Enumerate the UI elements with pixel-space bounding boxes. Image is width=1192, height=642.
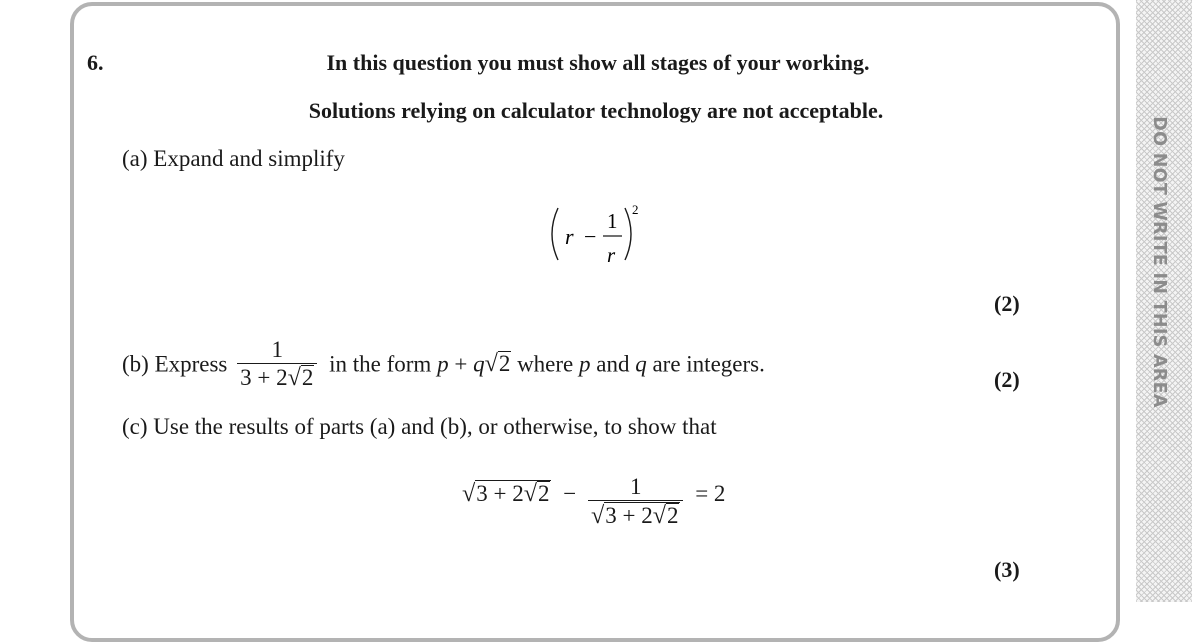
right-paren bbox=[625, 208, 631, 260]
den-radicand bbox=[604, 502, 680, 528]
form-p: p bbox=[437, 351, 449, 377]
den-inner-sqrt bbox=[653, 503, 680, 528]
part-b-line bbox=[122, 339, 765, 393]
var-p: p bbox=[579, 351, 591, 377]
form-sqrt bbox=[485, 351, 512, 376]
part-c-marks: (3) bbox=[994, 557, 1020, 582]
part-c-prompt: (c) Use the results of parts (a) and (b), or otherwise, to show that bbox=[122, 414, 717, 439]
expr-minus: − bbox=[584, 224, 597, 249]
part-b-marks: (2) bbox=[994, 367, 1020, 392]
radical-sign: √ bbox=[523, 479, 537, 507]
form-plus: + bbox=[454, 351, 468, 377]
lhs-sqrt bbox=[462, 480, 551, 506]
den-radicand: 2 bbox=[301, 365, 314, 391]
instruction-working: In this question you must show all stages of your working. bbox=[326, 50, 870, 75]
margin-warning-label: DO NOT WRITE IN THIS AREA bbox=[1149, 116, 1169, 408]
part-a-marks: (2) bbox=[994, 291, 1020, 316]
expr-frac-den: r bbox=[607, 243, 616, 267]
den-text: 3 + 2 bbox=[240, 365, 288, 390]
left-paren bbox=[552, 208, 558, 260]
part-b-mid: in the form bbox=[329, 351, 432, 377]
var-q: q bbox=[635, 351, 647, 377]
part-b-where: where bbox=[517, 351, 574, 377]
part-b-frac-den bbox=[237, 363, 317, 391]
eq-minus: − bbox=[563, 480, 577, 506]
den-text: 3 + 2 bbox=[605, 502, 653, 528]
radical-sign: √ bbox=[590, 501, 605, 529]
den-inner-radicand: 2 bbox=[666, 503, 679, 528]
form-q: q bbox=[473, 351, 485, 377]
part-c-fraction bbox=[588, 474, 683, 529]
form-radicand: 2 bbox=[498, 351, 511, 377]
lhs-inner-sqrt bbox=[524, 481, 551, 506]
expr-frac-num: 1 bbox=[607, 209, 618, 233]
radical-sign: √ bbox=[462, 479, 476, 507]
lhs-inner-radicand: 2 bbox=[537, 480, 550, 506]
den-sqrt bbox=[591, 502, 680, 528]
lhs-radicand bbox=[475, 480, 551, 506]
part-b-prefix: (b) Express bbox=[122, 351, 228, 377]
question-number: 6. bbox=[87, 50, 104, 75]
lhs-text: 3 + 2 bbox=[476, 480, 524, 506]
expr-var: r bbox=[565, 224, 574, 249]
den-sqrt bbox=[288, 365, 315, 390]
radical-sign: √ bbox=[652, 501, 666, 529]
radical-sign: √ bbox=[287, 364, 301, 391]
instruction-calculator: Solutions relying on calculator technology are not acceptable. bbox=[308, 98, 884, 123]
part-b-and: and bbox=[596, 351, 630, 377]
eq-rhs: = 2 bbox=[695, 480, 726, 506]
part-c-frac-den bbox=[588, 500, 683, 529]
part-b-frac-num: 1 bbox=[271, 337, 283, 362]
part-c-frac-num: 1 bbox=[629, 474, 642, 499]
radical-sign: √ bbox=[484, 350, 498, 378]
part-c-equation bbox=[462, 468, 726, 529]
part-b-fraction bbox=[237, 337, 317, 391]
expr-power: 2 bbox=[632, 202, 639, 217]
part-a-expression bbox=[540, 196, 650, 276]
part-a-prompt: (a) Expand and simplify bbox=[122, 146, 345, 171]
part-b-end: are integers. bbox=[652, 351, 765, 377]
